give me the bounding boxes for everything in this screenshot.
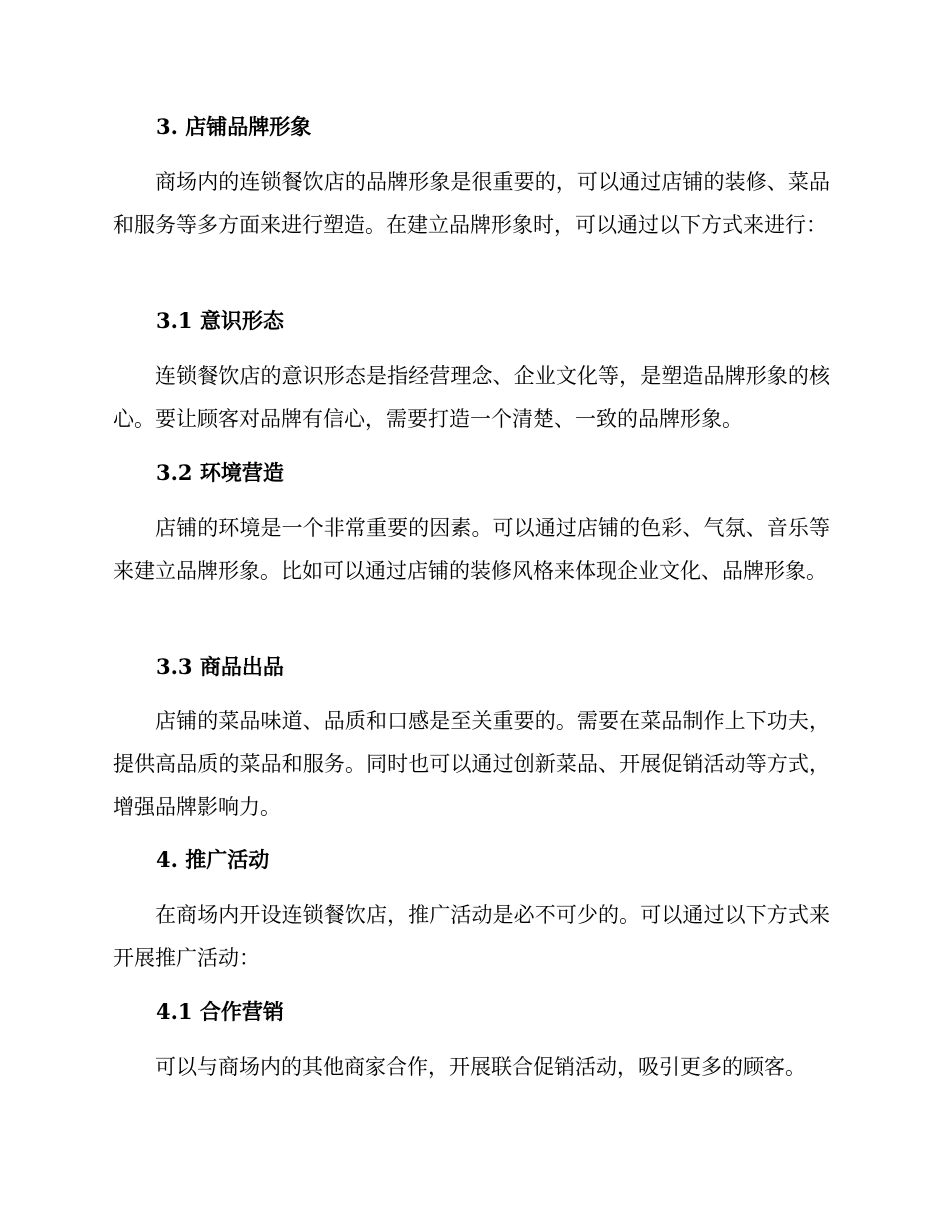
section-heading-3: 3. 店铺品牌形象 [156,114,312,139]
section-paragraph-4: 在商场内开设连锁餐饮店，推广活动是必不可少的。可以通过以下方式来开展推广活动： [113,903,830,970]
section-paragraph-3: 商场内的连锁餐饮店的品牌形象是很重要的，可以通过店铺的装修、菜品和服务等多方面来进行塑造。在建立品牌形象时，可以通过以下方式来进行： [113,170,830,237]
section-paragraph-3-1: 连锁餐饮店的意识形态是指经营理念、企业文化等，是塑造品牌形象的核心。要让顾客对品牌有信心，需要打造一个清楚、一致的品牌形象。 [113,364,830,431]
section-paragraph-3-3: 店铺的菜品味道、品质和口感是至关重要的。需要在菜品制作上下功夫，提供高品质的菜品和服务。同时也可以通过创新菜品、开展促销活动等方式，增强品牌影响力。 [113,709,830,819]
section-heading-4-1: 4.1 合作营销 [156,999,284,1024]
section-heading-3-3: 3.3 商品出品 [156,654,284,679]
section-paragraph-4-1: 可以与商场内的其他商家合作，开展联合促销活动，吸引更多的顾客。 [155,1055,806,1079]
section-heading-3-2: 3.2 环境营造 [156,460,284,485]
section-heading-3-1: 3.1 意识形态 [156,308,284,333]
section-paragraph-3-2: 店铺的环境是一个非常重要的因素。可以通过店铺的色彩、气氛、音乐等来建立品牌形象。比如可以通过店铺的装修风格来体现企业文化、品牌形象。 [113,516,830,583]
section-heading-4: 4. 推广活动 [156,847,270,872]
